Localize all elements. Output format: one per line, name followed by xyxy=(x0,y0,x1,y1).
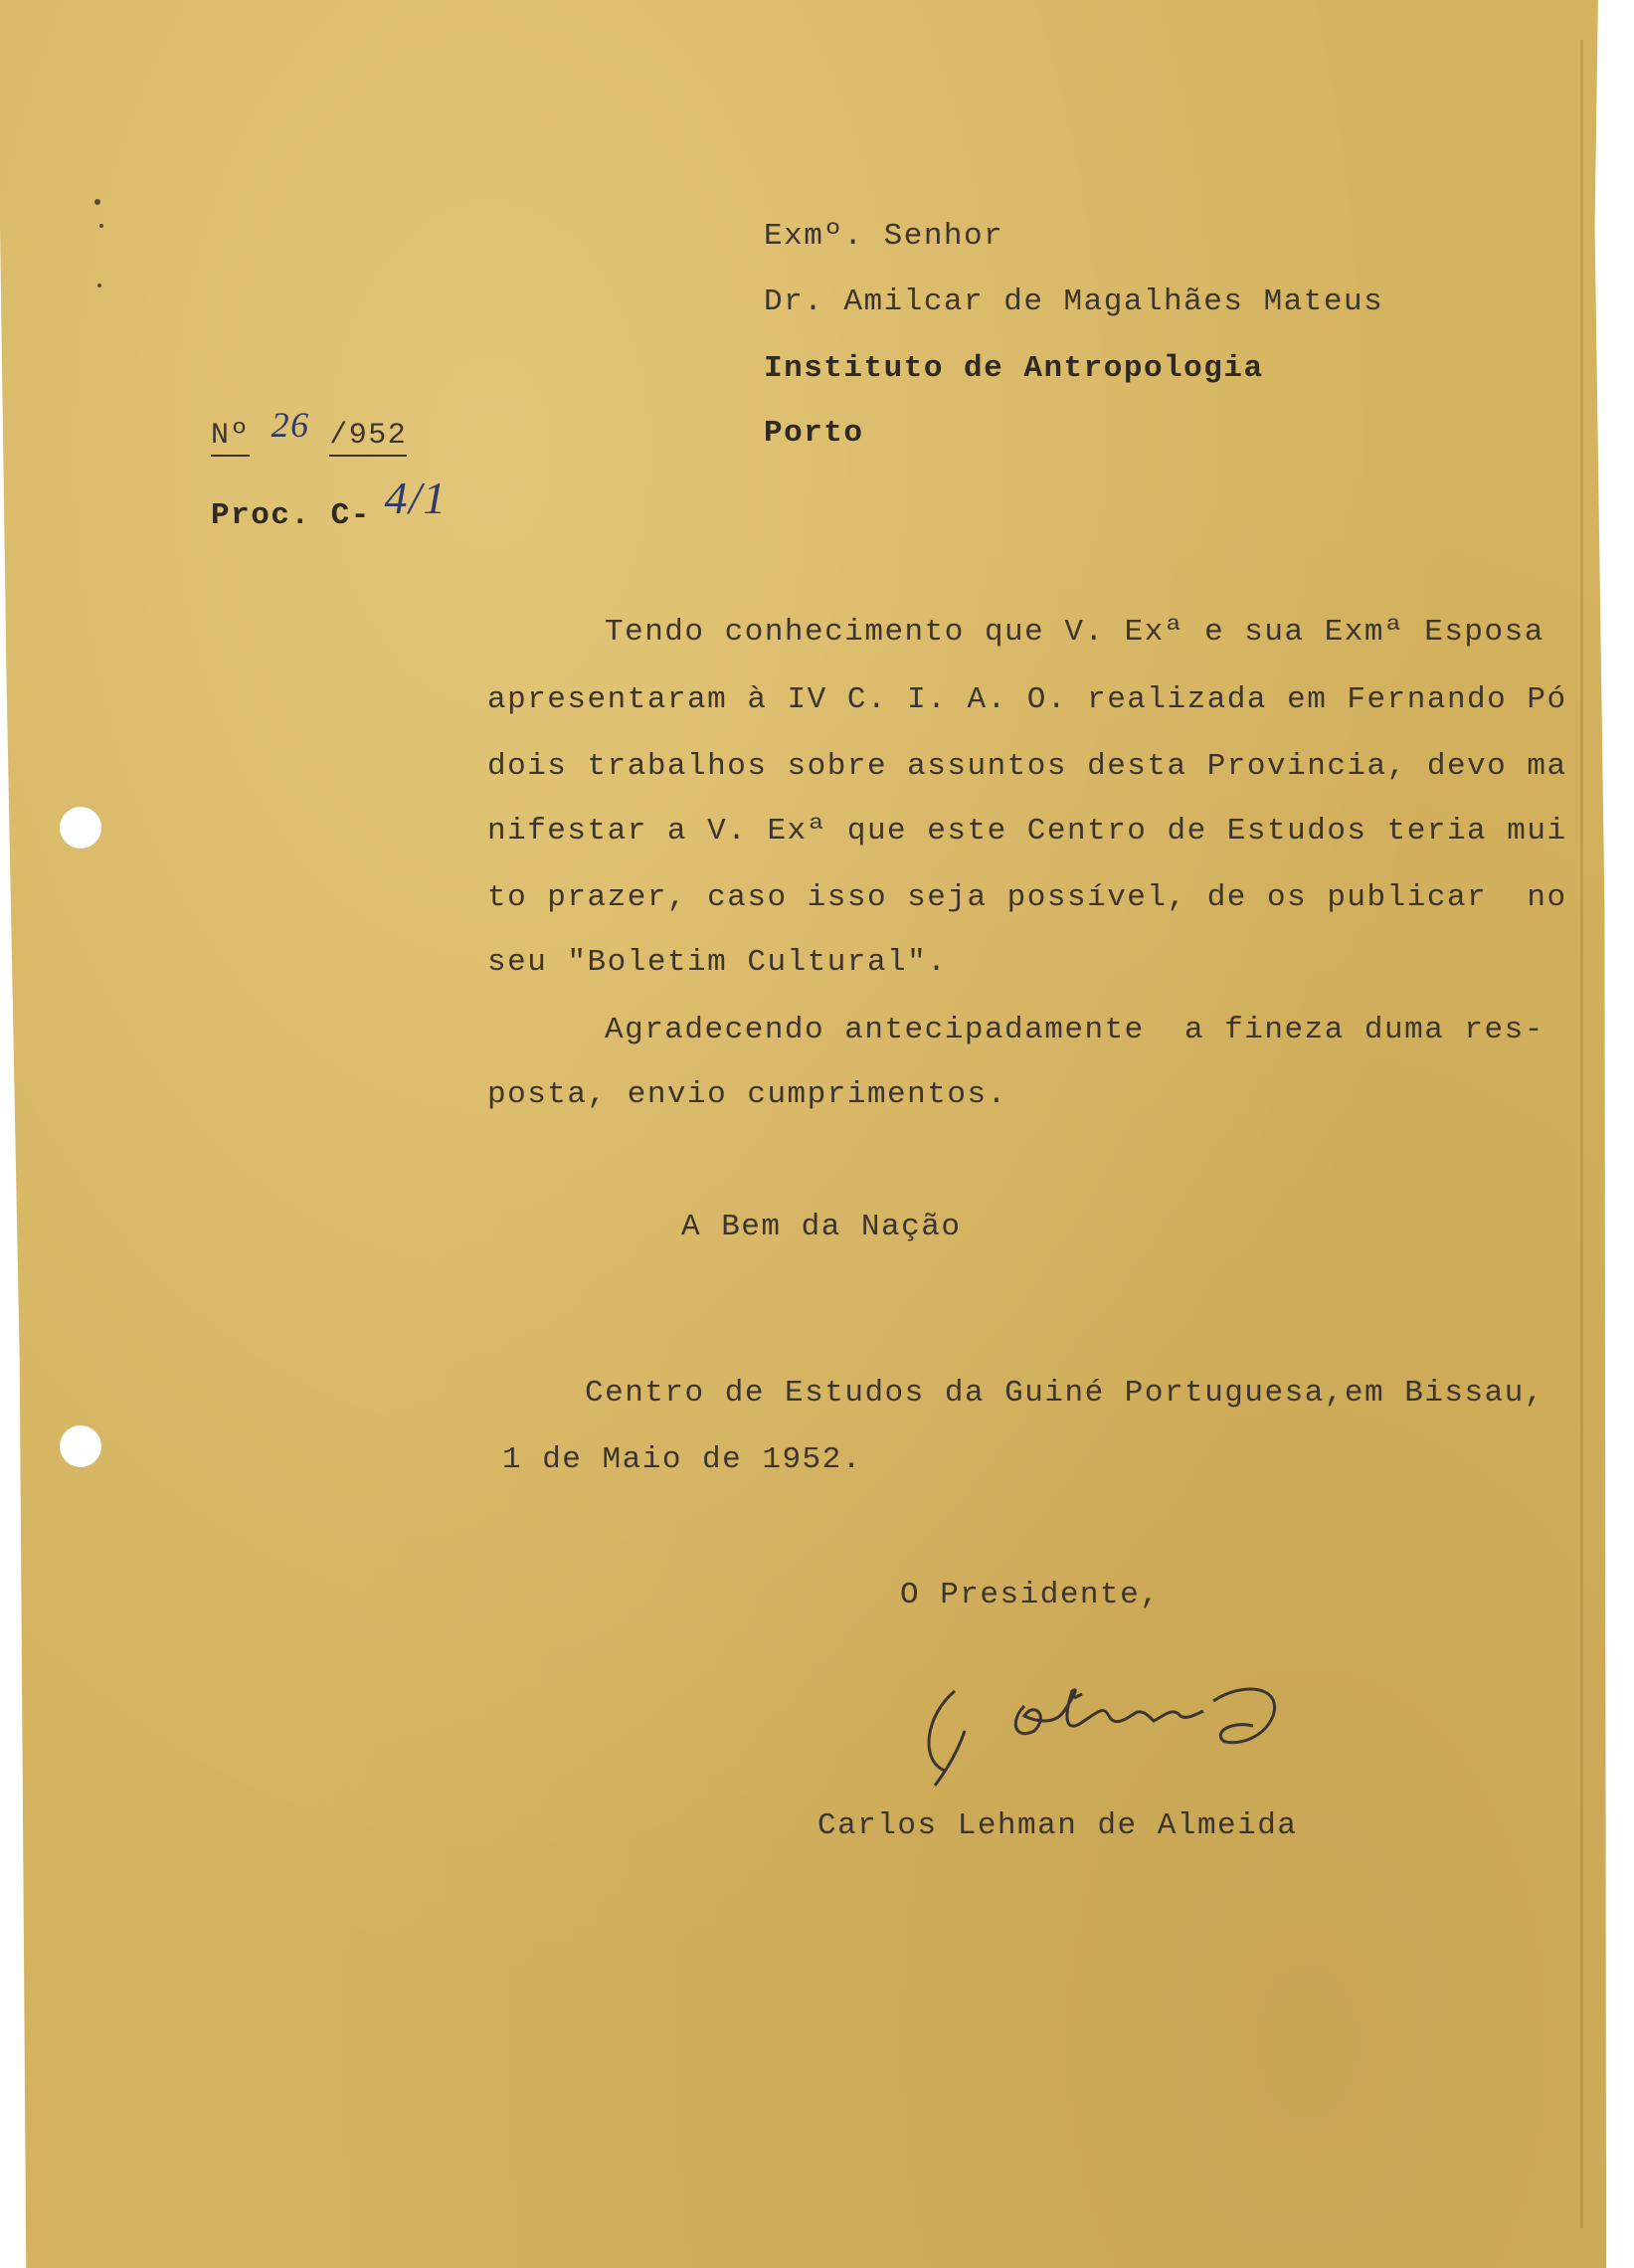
body-p1-line-3: dois trabalhos sobre assuntos desta Provincia, devo ma xyxy=(487,749,1567,784)
body-p1-line-5: to prazer, caso isso seja possível, de os publicar no xyxy=(487,880,1567,915)
signatory-title: O Presidente, xyxy=(900,1578,1161,1612)
paper-fleck xyxy=(99,224,103,228)
addressee-line-2: Dr. Amilcar de Magalhães Mateus xyxy=(764,284,1384,319)
paper-fleck xyxy=(94,199,100,205)
reference-number-year: /952 xyxy=(329,419,407,457)
body-p1-line-6: seu "Boletim Cultural". xyxy=(487,945,948,980)
place-line: Centro de Estudos da Guiné Portuguesa,em Bissau, xyxy=(585,1376,1544,1411)
addressee-line-4: Porto xyxy=(764,416,864,451)
addressee-line-3: Instituto de Antropologia xyxy=(764,351,1264,386)
paper-fold-edge xyxy=(1580,40,1583,2228)
reference-number-handwritten: 26 xyxy=(271,405,310,445)
punch-hole-top xyxy=(60,807,101,849)
body-p1-line-4: nifestar a V. Exª que este Centro de Estudos teria mui xyxy=(487,814,1567,849)
handwritten-signature xyxy=(915,1646,1372,1805)
addressee-line-1: Exmº. Senhor xyxy=(764,219,1004,254)
reference-number-prefix: Nº xyxy=(211,419,250,457)
reference-process-handwritten: 4/1 xyxy=(384,472,448,523)
date-line: 1 de Maio de 1952. xyxy=(502,1442,862,1477)
punch-hole-bottom xyxy=(60,1425,101,1467)
body-p1-line-2: apresentaram à IV C. I. A. O. realizada em Fernando Pó xyxy=(487,682,1567,717)
reference-number xyxy=(211,405,408,453)
closing-salutation: A Bem da Nação xyxy=(681,1210,962,1244)
reference-process xyxy=(211,472,448,533)
paper-fleck xyxy=(97,284,101,287)
body-p2-line-2: posta, envio cumprimentos. xyxy=(487,1077,1007,1112)
body-p2-line-1: Agradecendo antecipadamente a fineza duma res- xyxy=(605,1013,1544,1047)
reference-process-prefix: Proc. C- xyxy=(211,498,371,533)
body-p1-line-1: Tendo conhecimento que V. Exª e sua Exmª Esposa xyxy=(605,615,1544,650)
signatory-name: Carlos Lehman de Almeida xyxy=(817,1808,1298,1843)
